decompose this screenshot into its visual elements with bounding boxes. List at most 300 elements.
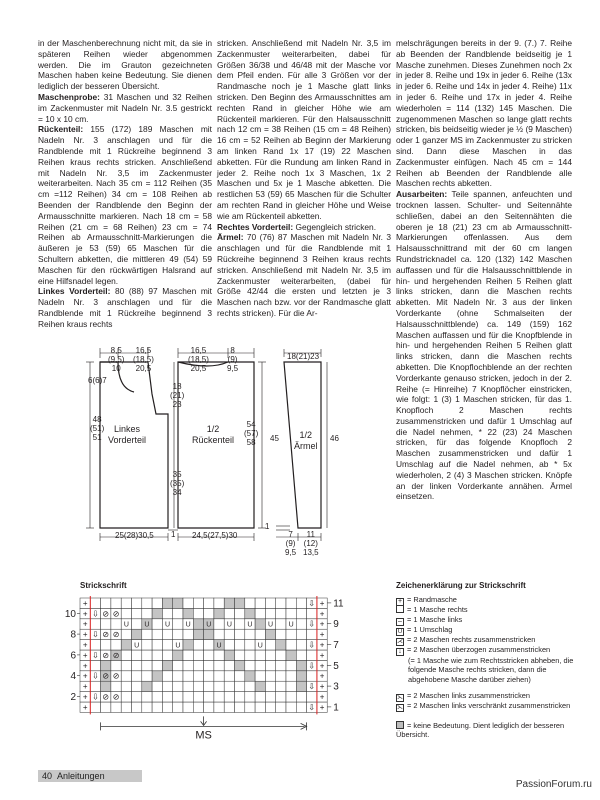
legend-item-ueberzogen: ↓ = 2 Maschen überzogen zusammenstricken (= 1 Masche wie zum Rechtsstricken abheben, die folgende Masche rechts stricken, dann die abgehobene Masche darüber ziehen) xyxy=(396,645,576,684)
chart-cell xyxy=(162,660,172,670)
chart-symbol: ⇩ xyxy=(308,640,316,650)
chart-cell xyxy=(204,671,214,681)
chart-cell xyxy=(183,681,193,691)
chart-cell xyxy=(224,692,234,702)
chart-title: Strickschrift xyxy=(80,581,127,590)
chart-cell xyxy=(296,608,306,618)
chart-cell xyxy=(121,671,131,681)
chart-cell xyxy=(296,598,306,608)
chart-cell xyxy=(183,608,193,618)
chart-cell xyxy=(173,619,183,629)
chart-cell xyxy=(255,671,265,681)
chart-cell xyxy=(111,619,121,629)
chart-symbol: ⊘ xyxy=(112,692,120,702)
chart-symbol: + xyxy=(82,682,88,692)
chart-cell xyxy=(193,650,203,660)
chart-symbol: ⊘ xyxy=(102,609,110,619)
chart-cell xyxy=(286,608,296,618)
chart-symbol: + xyxy=(319,661,325,671)
chart-cell xyxy=(214,619,224,629)
chart-symbol: U xyxy=(226,621,232,629)
front-neck-label: 6(6)7 xyxy=(88,376,107,385)
chart-cell xyxy=(265,681,275,691)
chart-cell xyxy=(121,598,131,608)
chart-cell xyxy=(173,598,183,608)
text-column-3 xyxy=(396,38,572,502)
legend-item-randmasche: + = Randmasche xyxy=(397,595,457,605)
chart-cell xyxy=(296,692,306,702)
back-side-label: 35 (35) 34 xyxy=(170,470,185,497)
chart-symbol: + xyxy=(82,702,88,712)
back-top-b-label: 8 (9) 9,5 xyxy=(227,346,239,373)
chart-cell xyxy=(101,640,111,650)
chart-cell xyxy=(214,692,224,702)
chart-cell xyxy=(121,681,131,691)
edge-stitch-icon: + xyxy=(397,598,403,605)
chart-symbol: + xyxy=(82,692,88,702)
chart-symbol: ⇩ xyxy=(308,682,316,692)
chart-cell xyxy=(90,702,100,712)
sleeve-right-label: 46 xyxy=(330,434,339,443)
row-number-left: 2 xyxy=(70,692,76,703)
chart-cell xyxy=(204,598,214,608)
chart-cell xyxy=(132,598,142,608)
chart-cell xyxy=(183,629,193,639)
chart-symbol: ⊘ xyxy=(112,650,120,660)
chart-cell xyxy=(245,702,255,712)
maschenprobe-text: 31 Maschen und 32 Reihen im Zackenmuster mit Nadeln Nr. 3.5 gestrickt = 10 x 10 cm. xyxy=(38,91,212,124)
chart-cell xyxy=(307,671,317,681)
chart-symbol: ⊘ xyxy=(112,671,120,681)
chart-cell xyxy=(286,702,296,712)
chart-cell xyxy=(255,598,265,608)
chart-cell xyxy=(121,692,131,702)
chart-cell xyxy=(162,681,172,691)
chart-cell xyxy=(193,608,203,618)
linkes-vorderteil-text: 80 (88) 97 Maschen mit Nadeln Nr. 3 anschlagen und für die Randblende mit 1 Rückreihe beginnend 3 Reihen kraus rechts xyxy=(38,286,212,329)
chart-cell xyxy=(173,650,183,660)
ms-label: MS xyxy=(195,729,212,742)
text-column-1 xyxy=(38,38,212,330)
chart-symbol: + xyxy=(82,671,88,681)
intro-paragraph: in der Maschenberechnung nicht mit, da sie in späteren Reihen wieder abgenommen werden. Die im Grauton gezeichneten Maschen haben keine Bedeutung. Sie dienen lediglich der besseren Übersicht. xyxy=(38,38,212,92)
chart-cell xyxy=(132,692,142,702)
chart-symbol: U xyxy=(134,642,140,650)
chart-symbol: ⊘ xyxy=(112,609,120,619)
chart-cell xyxy=(296,619,306,629)
chart-symbol: U xyxy=(288,621,294,629)
row-number-right: 3 xyxy=(333,681,339,693)
chart-cell xyxy=(152,692,162,702)
chart-cell xyxy=(162,608,172,618)
chart-cell xyxy=(214,650,224,660)
chart-cell xyxy=(111,702,121,712)
chart-cell xyxy=(152,702,162,712)
chart-cell xyxy=(265,660,275,670)
chart-cell xyxy=(193,692,203,702)
chart-cell xyxy=(142,671,152,681)
chart-cell xyxy=(152,650,162,660)
chart-cell xyxy=(265,671,275,681)
chart-cell xyxy=(296,640,306,650)
chart-cell xyxy=(101,619,111,629)
chart-symbol: ⊘ xyxy=(112,630,120,640)
chart-symbol: ⇩ xyxy=(92,650,99,660)
aermel-text: 70 (76) 87 Maschen mit Nadeln Nr. 3 anschlagen und für die Randblende mit 1 Rückreihe beginnend 3 Reihen kraus rechts stricken. Anschließend mit Nadeln Nr. 3,5 im Zackenmuster weiterarbeiten, (dabei für Größe 42/44 die ersten und letzten je 3 Maschen nach bzw. vor der Randmasche glatt rechts stricken). Für die Ar- xyxy=(217,232,391,318)
chart-symbol: + xyxy=(319,609,325,619)
chart-symbol: + xyxy=(82,630,88,640)
chart-cell xyxy=(255,650,265,660)
chart-symbol: + xyxy=(319,671,325,681)
chart-cell xyxy=(162,640,172,650)
chart-cell xyxy=(173,681,183,691)
row-number-left: 10 xyxy=(64,608,76,620)
chart-cell xyxy=(245,598,255,608)
chart-cell xyxy=(296,629,306,639)
chart-cell xyxy=(296,671,306,681)
chart-symbol: + xyxy=(82,619,88,629)
chart-cell xyxy=(235,629,245,639)
chart-cell xyxy=(111,598,121,608)
chart-cell xyxy=(276,640,286,650)
chart-cell xyxy=(204,629,214,639)
chart-cell xyxy=(121,629,131,639)
chart-cell xyxy=(152,671,162,681)
ausarbeiten-paragraph xyxy=(396,189,572,502)
grey-cell-icon xyxy=(396,721,404,729)
site-watermark: PassionForum.ru xyxy=(515,779,592,790)
chart-cell xyxy=(101,598,111,608)
yarn-over-icon: U xyxy=(397,629,403,635)
chart-cell xyxy=(152,660,162,670)
chart-symbol: ⇩ xyxy=(92,630,99,640)
sleeve-bottom-a-label: 7 (9) 9,5 xyxy=(285,530,297,557)
maschenprobe-heading: Maschenprobe: xyxy=(38,91,100,102)
back-height-label: 54 (57) 58 xyxy=(244,420,259,447)
sleeve-title: 1/2 Ärmel xyxy=(294,430,318,451)
chart-symbol: ⇩ xyxy=(308,598,316,608)
front-top-a-label: 8,5 (9,5) 10 xyxy=(108,346,125,373)
chart-cell xyxy=(276,702,286,712)
chart-cell xyxy=(224,681,234,691)
col2-paragraph: stricken. Anschließend mit Nadeln Nr. 3,5 im Zackenmuster weiterarbeiten, dabei für Größen 36/38 und 46/48 mit der Masche vor dem Pfeil enden. Für alle 3 Größen vor der Randmasche noch je 1 Masche glatt links stricken. Den Beginn des Armausschnittes am rechten Rand in gleicher Höhe wie am Rückenteil markieren. Für den Halsausschnitt nach 12 cm = 38 Reihen (15 cm = 48 Reihen) 16 cm = 52 Reihen ab Beginn der Markierung am linken Rand 1x 17 (19) 22 Maschen abketten. Für die Rundung am linken Rand in jeder 2. Reihe noch 1x 3 Maschen, 1x 2 Maschen und 5x je 1 Masche abketten. Die restlichen 53 (59) 65 Maschen für die Schulter am rechten Rand in gleicher Höhe und Weise wie am Rückenteil abketten. xyxy=(217,38,391,221)
chart-cell xyxy=(132,702,142,712)
chart-symbol: U xyxy=(144,621,150,629)
rechtes-vorderteil-text: Gegengleich stricken. xyxy=(293,221,377,232)
chart-cell xyxy=(286,681,296,691)
maschenprobe-paragraph xyxy=(38,92,212,124)
chart-cell xyxy=(121,650,131,660)
row-number-right: 11 xyxy=(333,598,344,610)
chart-cell xyxy=(121,660,131,670)
chart-cell xyxy=(224,702,234,712)
front-one-label: 1 xyxy=(171,530,176,539)
chart-cell xyxy=(152,640,162,650)
rechtes-vorderteil-paragraph xyxy=(217,222,391,233)
chart-cell xyxy=(121,608,131,618)
chart-cell xyxy=(286,650,296,660)
chart-cell xyxy=(276,650,286,660)
chart-symbol: U xyxy=(185,621,191,629)
chart-symbol: U xyxy=(165,621,171,629)
chart-cell xyxy=(276,629,286,639)
chart-cell xyxy=(235,619,245,629)
chart-cell xyxy=(235,640,245,650)
row-number-right: 5 xyxy=(333,660,339,672)
front-title: Linkes Vorderteil xyxy=(108,424,147,445)
chart-cell xyxy=(142,650,152,660)
chart-cell xyxy=(276,692,286,702)
chart-symbol: U xyxy=(123,621,129,629)
chart-cell xyxy=(286,660,296,670)
chart-cell xyxy=(132,681,142,691)
chart-cell xyxy=(132,629,142,639)
chart-cell xyxy=(276,681,286,691)
chart-cell xyxy=(142,629,152,639)
chart-cell xyxy=(162,650,172,660)
knit-stitch-icon xyxy=(396,605,404,613)
purl-stitch-icon: – xyxy=(396,618,404,626)
legend-item-rechts: = 1 Masche rechts xyxy=(396,605,576,614)
chart-cell xyxy=(276,608,286,618)
chart-cell xyxy=(162,692,172,702)
chart-cell xyxy=(265,608,275,618)
chart-cell xyxy=(286,629,296,639)
chart-cell xyxy=(296,702,306,712)
chart-cell xyxy=(193,681,203,691)
chart-cell xyxy=(183,692,193,702)
chart-cell xyxy=(193,660,203,670)
chart-symbol: U xyxy=(206,621,212,629)
chart-cell xyxy=(193,619,203,629)
chart-cell xyxy=(235,598,245,608)
chart-cell xyxy=(255,619,265,629)
chart-cell xyxy=(307,608,317,618)
sleeve-top-label: 18(21)23 xyxy=(287,352,320,361)
chart-cell xyxy=(286,671,296,681)
chart-symbol: ⇩ xyxy=(308,619,316,629)
ausarbeiten-heading: Ausarbeiten: xyxy=(396,189,448,200)
legend-item-grau: = keine Bedeutung. Dient lediglich der besseren Übersicht. xyxy=(396,721,565,740)
chart-cell xyxy=(142,702,152,712)
chart-cell xyxy=(101,660,111,670)
chart-cell xyxy=(193,598,203,608)
chart-symbol: + xyxy=(319,702,325,712)
chart-cell xyxy=(90,681,100,691)
chart-cell xyxy=(132,619,142,629)
chart-cell xyxy=(235,692,245,702)
chart-symbol: ⇩ xyxy=(308,702,316,712)
chart-cell xyxy=(162,598,172,608)
front-top-b-label: 16,5 (18,5) 20,5 xyxy=(133,346,154,373)
chart-cell xyxy=(101,681,111,691)
chart-cell xyxy=(204,640,214,650)
chart-cell xyxy=(142,640,152,650)
row-number-left: 6 xyxy=(70,650,76,662)
chart-cell xyxy=(286,598,296,608)
chart-cell xyxy=(173,608,183,618)
chart-symbol: + xyxy=(319,640,325,650)
rechtes-vorderteil-heading: Rechtes Vorderteil: xyxy=(217,221,294,232)
chart-cell xyxy=(224,598,234,608)
chart-cell xyxy=(255,608,265,618)
chart-cell xyxy=(255,629,265,639)
legend-item-umschlag: U = 1 Umschlag xyxy=(397,625,453,635)
chart-symbol: + xyxy=(82,661,88,671)
chart-cell xyxy=(101,702,111,712)
sleeve-one-label: 1 xyxy=(265,522,270,531)
rueckenteil-heading: Rückenteil: xyxy=(38,124,84,135)
chart-cell xyxy=(90,619,100,629)
chart-symbol: U xyxy=(216,642,222,650)
chart-cell xyxy=(276,619,286,629)
chart-cell xyxy=(152,619,162,629)
chart-cell xyxy=(90,640,100,650)
chart-cell xyxy=(214,608,224,618)
chart-symbol: + xyxy=(319,619,325,629)
back-title: 1/2 Rückenteil xyxy=(192,424,235,445)
chart-cell xyxy=(142,692,152,702)
chart-cell xyxy=(90,660,100,670)
chart-cell xyxy=(214,681,224,691)
legend-title: Zeichenerklärung zur Strickschrift xyxy=(396,581,526,590)
ssk-icon: ↓ xyxy=(396,648,404,656)
chart-cell xyxy=(245,640,255,650)
sleeve-left-label: 45 xyxy=(270,434,279,443)
k2tog-icon: ⋌ xyxy=(397,639,403,645)
chart-cell xyxy=(152,681,162,691)
chart-cell xyxy=(224,660,234,670)
rueckenteil-text: 155 (172) 189 Maschen mit Nadeln Nr. 3 anschlagen und für die Randblende mit 1 Rückreihe beginnend 3 Reihen kraus rechts stricken. Anschließend mit Nadeln Nr. 3,5 im Zackenmuster weiterarbeiten. Nach 35 cm = 112 Reihen (35 cm =112 Reihen) 34 cm = 108 Reihen ab Beenden der Randblende den Beginn der Armausschnitte markieren. Nach 18 cm = 58 Reihen (21 cm = 68 Reihen) 23 cm = 74 Reihen ab Armausschnitt-Markierungen die äußeren je 53 (59) 65 Maschen für die Schultern abketten, die mittleren 49 (54) 59 Maschen für den rückwärtigen Halsrand auf eine Hilfsnadel legen. xyxy=(38,124,212,286)
chart-cell xyxy=(173,671,183,681)
chart-cell xyxy=(173,629,183,639)
chart-cell xyxy=(142,681,152,691)
chart-symbol: ⊘ xyxy=(102,692,110,702)
chart-cell xyxy=(173,692,183,702)
section-name: Anleitungen xyxy=(57,771,105,781)
col3-paragraph: melschrägungen bereits in der 9. (7.) 7. Reihe ab Beenden der Randblende beidseitig je 1 Masche zunehmen. Dieses Zunehmen noch 2x in jeder 8. Reihe und 19x in jeder 6. Reihe (13x in jeder 6. Reihe und 14x in jeder 4. Reihe) 11x in jeder 6. Reihe und 17x in jeder 4. Reihe wiederholen = 114 (132) 145 Maschen. Die zugenommenen Maschen so lange glatt rechts stricken, bis beidseitig wieder je ½ (9 Maschen) oder 1 ganzer MS im Zackenmuster zu stricken sind. Dann diese Maschen in das Zackenmuster einfügen. Nach 45 cm = 144 Reihen ab Beenden der Randblende alle Maschen rechts abketten. xyxy=(396,38,572,189)
chart-cell xyxy=(173,702,183,712)
chart-cell xyxy=(193,640,203,650)
aermel-heading: Ärmel: xyxy=(217,232,244,243)
chart-cell xyxy=(255,702,265,712)
chart-cell xyxy=(235,608,245,618)
chart-cell xyxy=(245,692,255,702)
chart-symbol: ⇩ xyxy=(92,692,99,702)
row-number-right: 7 xyxy=(333,640,339,651)
front-width-label: 25(28)30,5 xyxy=(115,531,154,540)
back-width-label: 24,5(27,5)30 xyxy=(192,531,238,540)
chart-cell xyxy=(173,660,183,670)
chart-cell xyxy=(214,660,224,670)
chart-symbol: ⇩ xyxy=(308,661,316,671)
chart-cell xyxy=(152,608,162,618)
legend-item-2-links-zus: ⋋ = 2 Maschen links zusammenstricken xyxy=(397,691,531,701)
chart-cell xyxy=(307,629,317,639)
chart-cell xyxy=(286,640,296,650)
chart-cell xyxy=(111,660,121,670)
chart-cell xyxy=(142,660,152,670)
chart-cell xyxy=(193,702,203,712)
chart-cell xyxy=(296,650,306,660)
chart-cell xyxy=(235,660,245,670)
chart-cell xyxy=(204,608,214,618)
chart-symbol: ⊘ xyxy=(102,671,110,681)
chart-cell xyxy=(224,671,234,681)
chart-cell xyxy=(224,629,234,639)
chart-cell xyxy=(204,660,214,670)
chart-symbol: U xyxy=(175,642,181,650)
chart-cell xyxy=(214,702,224,712)
chart-cell xyxy=(307,692,317,702)
chart-symbol: + xyxy=(319,682,325,692)
aermel-paragraph xyxy=(217,232,391,318)
chart-symbol: U xyxy=(257,642,263,650)
chart-cell xyxy=(286,692,296,702)
chart-cell xyxy=(224,650,234,660)
chart-cell xyxy=(183,598,193,608)
chart-symbol: + xyxy=(319,650,325,660)
chart-cell xyxy=(265,650,275,660)
chart-cell xyxy=(132,608,142,618)
chart-symbol: U xyxy=(268,621,274,629)
chart-cell xyxy=(152,629,162,639)
chart-cell xyxy=(265,692,275,702)
chart-cell xyxy=(245,608,255,618)
chart-cell xyxy=(214,598,224,608)
chart-symbol: U xyxy=(247,621,253,629)
chart-cell xyxy=(204,681,214,691)
row-number-right: 9 xyxy=(333,619,339,631)
ausarbeiten-text: Teile spannen, anfeuchten und trocknen lassen. Schulter- und Seitennähte schließen, dabei an den Seitennähten die oberen je 18 (21) 23 cm ab Armausschnitt-Markierungen offenlassen. Aus dem Halsausschnittrand mit der 60 cm langen Rundstricknadel ca. 120 (132) 142 Maschen auffassen und für die Halsausschnittblende in hin- und hergehenden Reihen 5 Reihen glatt links stricken, dann die Maschen rechts abketten. Mit Nadeln Nr. 3 aus der linken Vorderkante (ohne Schmalseiten der Halsausschnittblende) ca. 149 (159) 162 Maschen auffassen und für die Knopfblende in hin- und hergehenden Reihen 5 Reihen glatt links stricken, dann die Maschen rechts abketten. Die Knopflochblende an der rechten Vorderkante genauso stricken, jedoch in der 2. Reihe (= Hinreihe) 7 Knopflöcher einstricken, wie folgt: 1 (3) 1 Maschen stricken, für das 1. Knopfloch 2 Maschen rechts zusammenstricken und dafür 1 Umschlag auf die Nadel nehmen, * 22 (23) 24 Maschen stricken, für das folgende Knopfloch 2 Maschen zusammenstricken und dafür 1 Umschlag auf die Nadel nehmen, ab * 5x wiederholen, 2 (4) 3 Maschen stricken. Knöpfe an der linken Vorderkante annähen. Ärmel einsetzen. xyxy=(396,189,572,502)
chart-cell xyxy=(214,629,224,639)
chart-symbol: ⇩ xyxy=(92,671,99,681)
page-footer xyxy=(42,771,105,781)
chart-symbol: + xyxy=(319,598,325,608)
chart-cell xyxy=(296,660,306,670)
chart-symbol: + xyxy=(82,609,88,619)
chart-symbol: + xyxy=(319,630,325,640)
front-height-label: 48 (51) 51 xyxy=(90,415,105,442)
chart-cell xyxy=(276,660,286,670)
p2tog-tbl-icon: ⋋ xyxy=(397,705,403,711)
row-number-left: 8 xyxy=(70,629,76,641)
page-number: 40 xyxy=(42,771,53,781)
chart-cell xyxy=(245,629,255,639)
chart-cell xyxy=(265,640,275,650)
chart-cell xyxy=(132,660,142,670)
rueckenteil-paragraph xyxy=(38,124,212,286)
chart-cell xyxy=(276,598,286,608)
chart-cell xyxy=(235,650,245,660)
chart-cell xyxy=(265,702,275,712)
chart-cell xyxy=(162,629,172,639)
chart-cell xyxy=(183,650,193,660)
row-number-left: 4 xyxy=(70,671,76,683)
chart-cell xyxy=(245,660,255,670)
chart-cell xyxy=(245,681,255,691)
chart-symbol: + xyxy=(82,640,88,650)
chart-cell xyxy=(224,640,234,650)
chart-symbol: ⇩ xyxy=(92,609,99,619)
chart-symbol: + xyxy=(82,650,88,660)
text-column-2 xyxy=(217,38,391,319)
p2tog-icon: ⋋ xyxy=(397,695,403,701)
linkes-vorderteil-heading: Linkes Vorderteil: xyxy=(38,286,111,297)
chart-cell xyxy=(255,692,265,702)
chart-cell xyxy=(193,629,203,639)
chart-cell xyxy=(265,629,275,639)
